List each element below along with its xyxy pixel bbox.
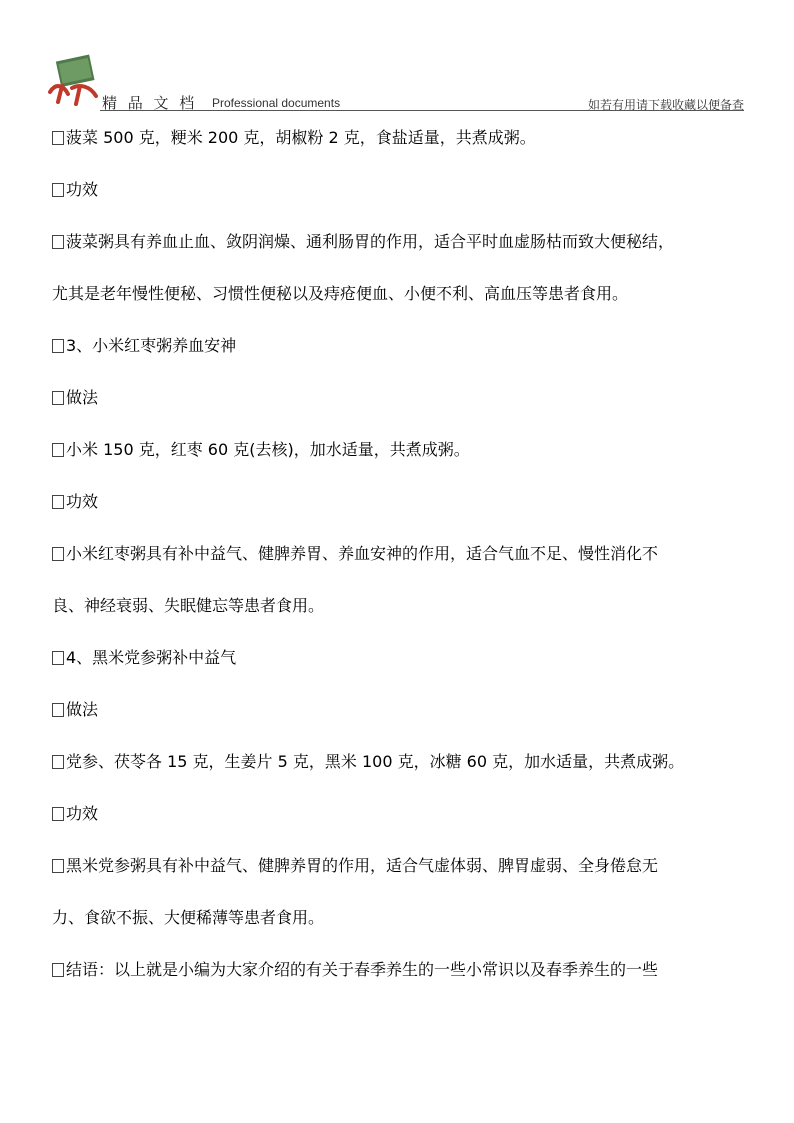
paragraph: 菠菜粥具有养血止血、敛阴润燥、通利肠胃的作用，适合平时血虚肠枯而致大便秘结， xyxy=(52,231,674,253)
checkbox-glyph-icon xyxy=(52,547,64,561)
header-note: 如若有用请下载收藏以便备查 xyxy=(587,98,744,112)
book-logo-icon xyxy=(46,52,102,108)
checkbox-glyph-icon xyxy=(52,339,64,353)
checkbox-glyph-icon xyxy=(52,755,64,769)
checkbox-glyph-icon xyxy=(52,703,64,717)
checkbox-glyph-icon xyxy=(52,963,64,977)
brand-subtitle: Professional documents xyxy=(212,96,341,110)
page-header xyxy=(0,0,794,112)
paragraph-continuation: 力、食欲不振、大便稀薄等患者食用。 xyxy=(52,908,325,927)
paragraph-continuation: 尤其是老年慢性便秘、习惯性便秘以及痔疮便血、小便不利、高血压等患者食用。 xyxy=(52,284,629,303)
paragraph: 做法 xyxy=(52,699,98,721)
checkbox-glyph-icon xyxy=(52,859,64,873)
section-heading: 3、小米红枣粥养血安神 xyxy=(52,335,236,357)
paragraph: 小米 150 克，红枣 60 克(去核)，加水适量，共煮成粥。 xyxy=(52,439,470,461)
paragraph: 做法 xyxy=(52,387,98,409)
brand-title: 精 品 文 档 xyxy=(102,94,198,112)
checkbox-glyph-icon xyxy=(52,651,64,665)
checkbox-glyph-icon xyxy=(52,443,64,457)
section-heading: 4、黑米党参粥补中益气 xyxy=(52,647,236,669)
checkbox-glyph-icon xyxy=(52,495,64,509)
paragraph: 菠菜 500 克，粳米 200 克，胡椒粉 2 克，食盐适量，共煮成粥。 xyxy=(52,127,536,149)
paragraph: 党参、茯苓各 15 克，生姜片 5 克，黑米 100 克，冰糖 60 克，加水适量，共煮成粥。 xyxy=(52,751,684,773)
paragraph: 小米红枣粥具有补中益气、健脾养胃、养血安神的作用，适合气血不足、慢性消化不 xyxy=(52,543,658,565)
header-divider xyxy=(100,110,744,111)
checkbox-glyph-icon xyxy=(52,807,64,821)
checkbox-glyph-icon xyxy=(52,391,64,405)
paragraph: 结语：以上就是小编为大家介绍的有关于春季养生的一些小常识以及春季养生的一些 xyxy=(52,959,658,981)
paragraph-continuation: 良、神经衰弱、失眠健忘等患者食用。 xyxy=(52,596,325,615)
checkbox-glyph-icon xyxy=(52,235,64,249)
paragraph: 功效 xyxy=(52,803,98,825)
checkbox-glyph-icon xyxy=(52,131,64,145)
paragraph: 黑米党参粥具有补中益气、健脾养胃的作用，适合气虚体弱、脾胃虚弱、全身倦怠无 xyxy=(52,855,658,877)
checkbox-glyph-icon xyxy=(52,183,64,197)
paragraph: 功效 xyxy=(52,491,98,513)
paragraph: 功效 xyxy=(52,179,98,201)
